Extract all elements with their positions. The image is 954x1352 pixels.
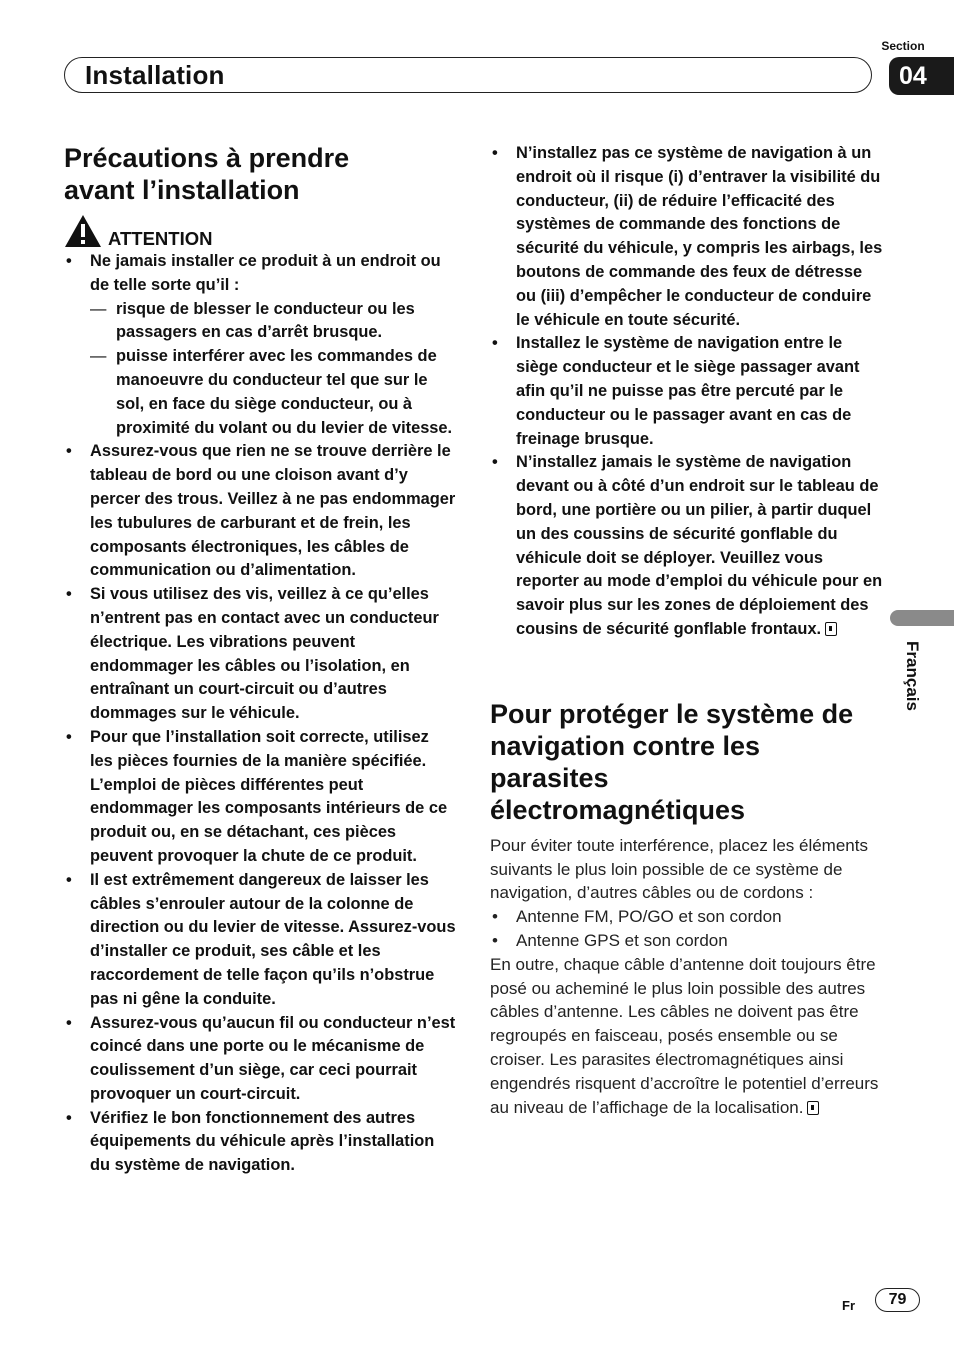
list-item [64,250,456,440]
heading-interference-line3: électromagnétiques [490,794,746,825]
heading-interference-line1: Pour protéger le système de [490,698,854,729]
warning-triangle-icon [64,214,102,248]
interference-outro-text: En outre, chaque câble d’antenne doit toujours être posé ou acheminé le plus loin possible des autres câbles d’antenne. Les câbles ne doivent pas être regroupés en faisceau, posés ensemble ou se croiser. Les parasites électromagnétiques ainsi engendrés risquent d’accroître le potentiel d’erreurs au niveau de l’affichage de la localisation. [490,954,879,1117]
sub-list-item: — puisse interférer avec les commandes de manoeuvre du conducteur tel que sur le sol, en face du siège conducteur, ou à proximité du volant ou du levier de vitesse. [90,345,456,440]
sub-list [90,298,456,441]
heading-precautions [64,142,456,206]
right-column [490,142,885,1119]
list-item: • Il est extrêmement dangereux de laisser les câbles s’enrouler autour de la colonne de direction ou du levier de vitesse. Assurez-vous d’installer ce produit, ses câble et les raccordement de telle façon qu’ils n’obstrue pas ni gêne la conduite. [64,869,456,1012]
header-title: Installation [85,60,225,90]
heading-precautions-line1: Précautions à prendre [64,143,350,173]
sub-list-item: — risque de blesser le conducteur ou les passagers en cas d’arrêt brusque. [90,298,456,346]
language-tab [890,610,954,626]
footer-language-code: Fr [842,1298,855,1313]
list-item-text: Ne jamais installer ce produit à un endroit ou de telle sorte qu’il : [90,252,441,294]
attention-block [64,214,456,250]
list-item: • Vérifiez le bon fonctionnement des autres équipements du véhicule après l’installation du système de navigation. [64,1107,456,1178]
precautions-list-continued [490,142,885,642]
heading-interference-line2: navigation contre les parasites [490,730,761,793]
antenna-list [490,905,885,953]
list-item: • Assurez-vous qu’aucun fil ou conducteur n’est coincé dans une porte ou le mécanisme de coulissement d’un siège, car ceci pourrait provoquer un court-circuit. [64,1012,456,1107]
list-item-text: N’installez jamais le système de navigation devant ou à côté d’un endroit sur le tableau de bord, une portière ou un pilier, à partir duquel un des coussins de sécurité gonflable du véhicule doit se déployer. Veuillez vous reporter au mode d’emploi du véhicule pour en savoir plus sur les zones de déploiement des cousins de sécurité gonflable frontaux. [516,453,883,638]
heading-interference [490,698,885,826]
interference-outro [490,953,885,1120]
header-bar [64,57,872,93]
interference-intro: Pour éviter toute interférence, placez les éléments suivants le plus loin possible de ce système de navigation, d’autres câbles ou de cordons : [490,835,868,903]
list-item: • Pour que l’installation soit correcte, utilisez les pièces fournies de la manière spécifiée. L’emploi de pièces différentes peut endommager les composants intérieurs de ce produit ou, en se détachant, ces pièces peuvent provoquer la chute de ce produit. [64,726,456,869]
end-of-section-icon [807,1101,819,1115]
language-label: Français [903,641,922,711]
heading-precautions-line2: avant l’installation [64,175,300,205]
list-item: • Si vous utilisez des vis, veillez à ce qu’elles n’entrent pas en contact avec un conducteur électrique. Les vibrations peuvent endommager les câbles ou l’isolation, en entraînant un court-circuit ou d’autres dommages sur le véhicule. [64,583,456,726]
list-item: • N’installez pas ce système de navigation à un endroit où il risque (i) d’entraver la visibilité du conducteur, (ii) de réduire l’efficacité des systèmes de commande des fonctions de sécurité du véhicule, y compris les airbags, les boutons de commande des feux de détresse ou (iii) d’empêcher le conducteur de conduire le véhicule en toute sécurité. [490,142,885,332]
left-column [64,142,456,1178]
section-label: Section [881,39,925,53]
list-item: • Assurez-vous que rien ne se trouve derrière le tableau de bord ou une cloison avant d’y percer des trous. Veillez à ne pas endommager les tubulures de carburant et de frein, les composants électroniques, les câbles de communication ou d’alimentation. [64,440,456,583]
attention-label: ATTENTION [108,228,213,249]
list-item: • Antenne FM, PO/GO et son cordon [490,905,885,929]
precautions-list [64,250,456,1178]
section-number-badge [889,57,954,95]
page-number: 79 [875,1288,920,1312]
list-item: • Installez le système de navigation entre le siège conducteur et le siège passager avant afin qu’il ne puisse pas être percuté par le conducteur ou le passager avant en cas de freinage brusque. [490,332,885,451]
end-of-section-icon [825,622,837,636]
section-number: 04 [899,61,927,90]
list-item [490,451,885,641]
list-item: • Antenne GPS et son cordon [490,929,885,953]
